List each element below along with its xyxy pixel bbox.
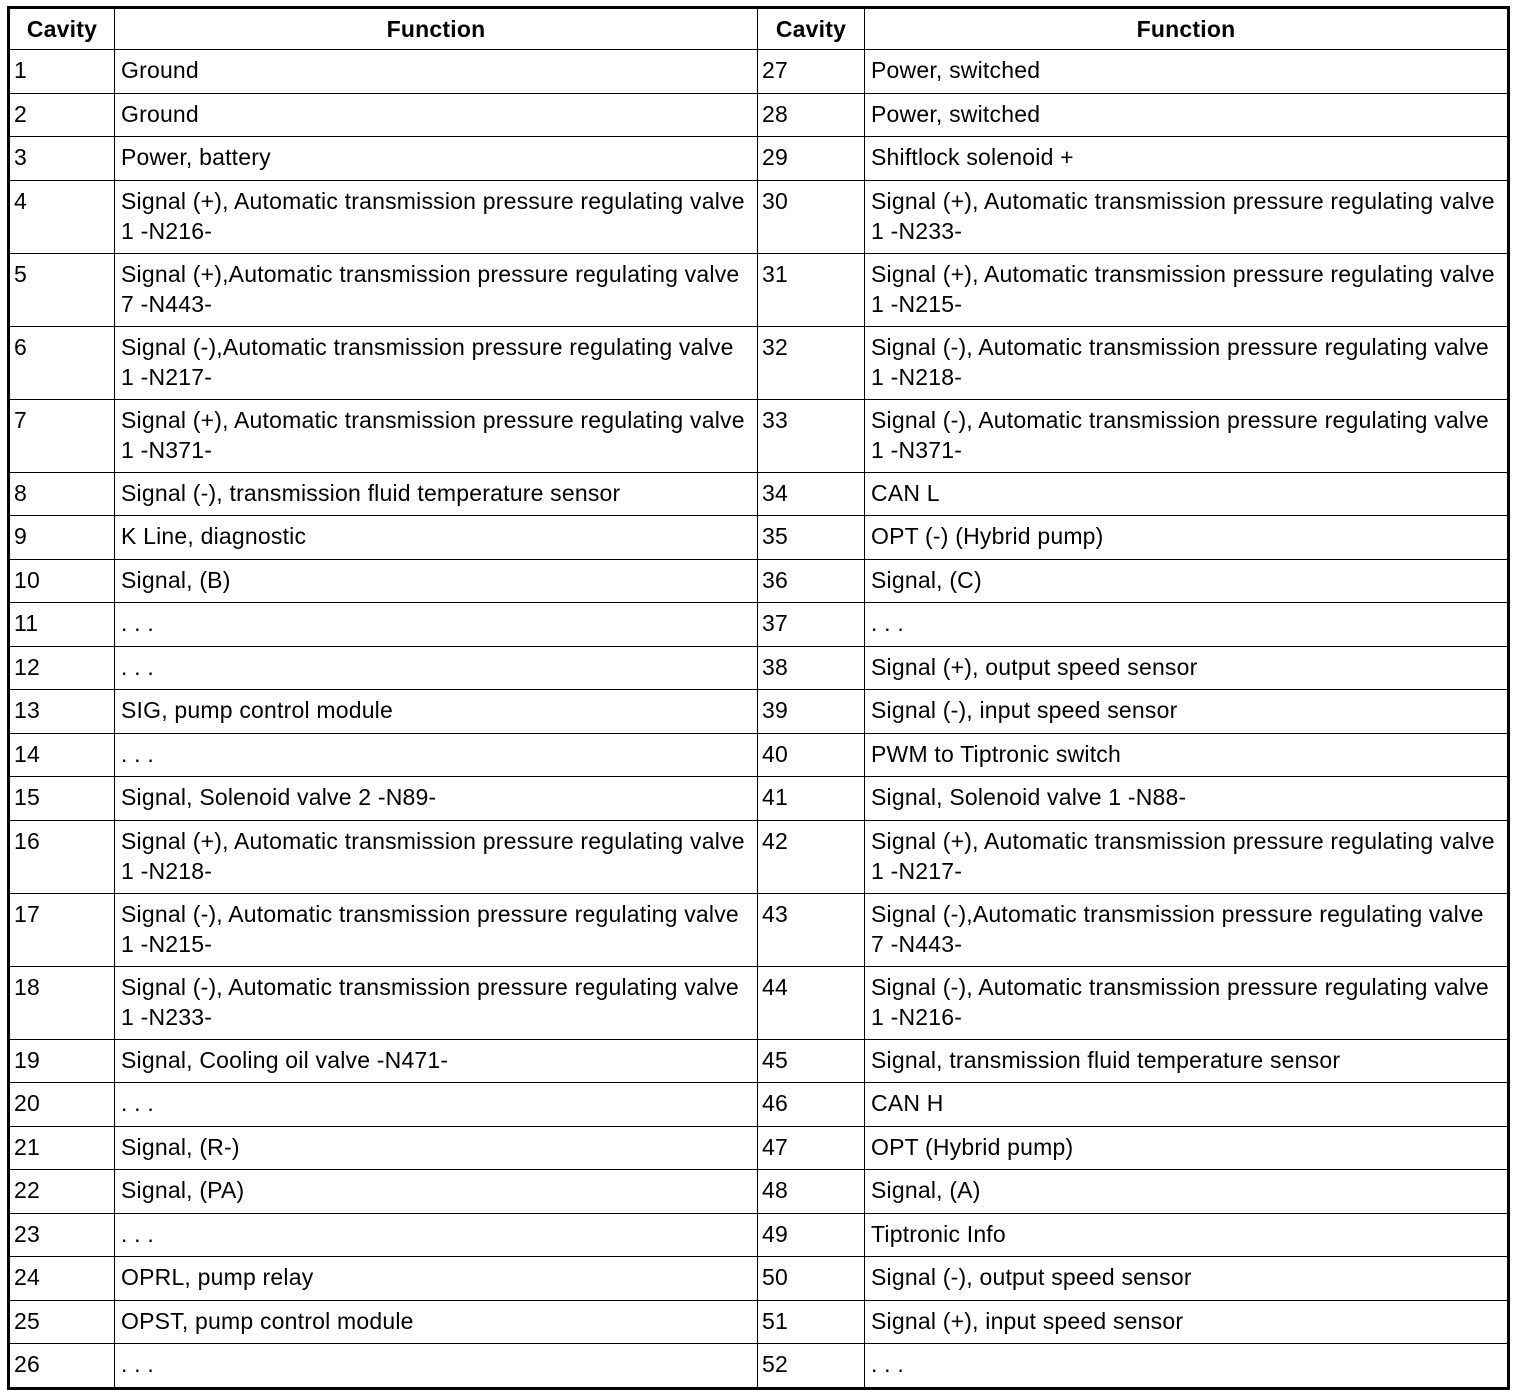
table-body (9, 50, 1509, 1389)
function-cell-left: Ground (115, 50, 758, 94)
cavity-cell-left: 18 (9, 966, 115, 1039)
cavity-cell-right: 44 (758, 966, 865, 1039)
table-row (9, 559, 1509, 603)
function-cell-left: OPRL, pump relay (115, 1257, 758, 1301)
function-cell-left: Power, battery (115, 137, 758, 181)
cavity-cell-left: 23 (9, 1213, 115, 1257)
cavity-cell-right: 52 (758, 1344, 865, 1389)
cavity-cell-left: 5 (9, 253, 115, 326)
cavity-cell-right: 29 (758, 137, 865, 181)
table-row (9, 1083, 1509, 1127)
function-cell-left: Signal, Solenoid valve 2 -N89- (115, 777, 758, 821)
function-cell-left: Signal (-), Automatic transmission pressure regulating valve 1 -N215- (115, 893, 758, 966)
cavity-cell-right: 32 (758, 326, 865, 399)
cavity-cell-right: 48 (758, 1170, 865, 1214)
function-cell-right: Signal (+), output speed sensor (865, 646, 1509, 690)
function-cell-left: SIG, pump control module (115, 690, 758, 734)
table-row (9, 646, 1509, 690)
table-row (9, 516, 1509, 560)
function-cell-right: CAN H (865, 1083, 1509, 1127)
cavity-cell-right: 51 (758, 1300, 865, 1344)
cavity-cell-left: 10 (9, 559, 115, 603)
function-cell-right: PWM to Tiptronic switch (865, 733, 1509, 777)
cavity-cell-right: 38 (758, 646, 865, 690)
function-cell-right: CAN L (865, 472, 1509, 516)
function-cell-left: Signal (-), Automatic transmission pressure regulating valve 1 -N233- (115, 966, 758, 1039)
header-function-left: Function (115, 8, 758, 50)
function-cell-left: . . . (115, 646, 758, 690)
table-header-row (9, 8, 1509, 50)
table-row (9, 1213, 1509, 1257)
cavity-cell-right: 36 (758, 559, 865, 603)
cavity-cell-right: 34 (758, 472, 865, 516)
cavity-cell-left: 21 (9, 1126, 115, 1170)
table-row (9, 50, 1509, 94)
table-row (9, 1300, 1509, 1344)
cavity-cell-left: 25 (9, 1300, 115, 1344)
function-cell-right: Power, switched (865, 50, 1509, 94)
table-row (9, 690, 1509, 734)
header-cavity-left: Cavity (9, 8, 115, 50)
cavity-cell-left: 17 (9, 893, 115, 966)
cavity-cell-left: 24 (9, 1257, 115, 1301)
cavity-cell-right: 33 (758, 399, 865, 472)
cavity-cell-right: 27 (758, 50, 865, 94)
cavity-cell-right: 37 (758, 603, 865, 647)
cavity-cell-left: 20 (9, 1083, 115, 1127)
function-cell-left: K Line, diagnostic (115, 516, 758, 560)
table-row (9, 966, 1509, 1039)
table-row (9, 472, 1509, 516)
function-cell-left: Signal (+), Automatic transmission pressure regulating valve 1 -N216- (115, 180, 758, 253)
cavity-cell-right: 41 (758, 777, 865, 821)
cavity-cell-right: 28 (758, 93, 865, 137)
function-cell-right: Signal, transmission fluid temperature sensor (865, 1039, 1509, 1083)
cavity-cell-left: 16 (9, 820, 115, 893)
cavity-cell-right: 43 (758, 893, 865, 966)
connector-pinout-table (7, 6, 1510, 1390)
cavity-cell-left: 2 (9, 93, 115, 137)
function-cell-left: Signal (+), Automatic transmission pressure regulating valve 1 -N218- (115, 820, 758, 893)
function-cell-right: Signal (+), input speed sensor (865, 1300, 1509, 1344)
function-cell-right: Power, switched (865, 93, 1509, 137)
function-cell-left: Signal (+), Automatic transmission pressure regulating valve 1 -N371- (115, 399, 758, 472)
table-row (9, 820, 1509, 893)
function-cell-left: Signal, (PA) (115, 1170, 758, 1214)
cavity-cell-left: 11 (9, 603, 115, 647)
cavity-cell-right: 46 (758, 1083, 865, 1127)
cavity-cell-left: 6 (9, 326, 115, 399)
table-row (9, 603, 1509, 647)
cavity-cell-left: 4 (9, 180, 115, 253)
cavity-cell-left: 1 (9, 50, 115, 94)
function-cell-right: Signal, Solenoid valve 1 -N88- (865, 777, 1509, 821)
function-cell-left: Signal (-), transmission fluid temperature sensor (115, 472, 758, 516)
table-row (9, 1039, 1509, 1083)
table-row (9, 777, 1509, 821)
cavity-cell-right: 35 (758, 516, 865, 560)
cavity-cell-right: 45 (758, 1039, 865, 1083)
function-cell-right: Signal, (C) (865, 559, 1509, 603)
header-function-right: Function (865, 8, 1509, 50)
function-cell-right: Shiftlock solenoid + (865, 137, 1509, 181)
function-cell-left: Signal (+),Automatic transmission pressure regulating valve 7 -N443- (115, 253, 758, 326)
cavity-cell-right: 47 (758, 1126, 865, 1170)
table-row (9, 253, 1509, 326)
function-cell-left: Ground (115, 93, 758, 137)
cavity-cell-right: 40 (758, 733, 865, 777)
cavity-cell-left: 19 (9, 1039, 115, 1083)
function-cell-left: Signal (-),Automatic transmission pressure regulating valve 1 -N217- (115, 326, 758, 399)
header-cavity-right: Cavity (758, 8, 865, 50)
cavity-cell-right: 30 (758, 180, 865, 253)
table-row (9, 1257, 1509, 1301)
function-cell-left: . . . (115, 1344, 758, 1389)
function-cell-right: Signal (-), Automatic transmission pressure regulating valve 1 -N371- (865, 399, 1509, 472)
cavity-cell-right: 39 (758, 690, 865, 734)
cavity-cell-left: 13 (9, 690, 115, 734)
function-cell-left: . . . (115, 1083, 758, 1127)
function-cell-right: . . . (865, 1344, 1509, 1389)
function-cell-right: Signal (-), Automatic transmission pressure regulating valve 1 -N218- (865, 326, 1509, 399)
function-cell-left: . . . (115, 733, 758, 777)
function-cell-right: Signal (+), Automatic transmission pressure regulating valve 1 -N233- (865, 180, 1509, 253)
function-cell-right: Signal (+), Automatic transmission pressure regulating valve 1 -N217- (865, 820, 1509, 893)
function-cell-right: Signal (+), Automatic transmission pressure regulating valve 1 -N215- (865, 253, 1509, 326)
function-cell-left: . . . (115, 1213, 758, 1257)
function-cell-right: Signal (-), Automatic transmission pressure regulating valve 1 -N216- (865, 966, 1509, 1039)
table-row (9, 93, 1509, 137)
table-row (9, 137, 1509, 181)
table-row (9, 1126, 1509, 1170)
cavity-cell-right: 31 (758, 253, 865, 326)
function-cell-right: OPT (Hybrid pump) (865, 1126, 1509, 1170)
cavity-cell-right: 50 (758, 1257, 865, 1301)
function-cell-right: . . . (865, 603, 1509, 647)
cavity-cell-left: 8 (9, 472, 115, 516)
table-row (9, 180, 1509, 253)
cavity-cell-left: 26 (9, 1344, 115, 1389)
function-cell-left: Signal, (B) (115, 559, 758, 603)
table-row (9, 1170, 1509, 1214)
cavity-cell-left: 14 (9, 733, 115, 777)
cavity-cell-right: 42 (758, 820, 865, 893)
cavity-cell-left: 22 (9, 1170, 115, 1214)
function-cell-right: Signal, (A) (865, 1170, 1509, 1214)
function-cell-left: . . . (115, 603, 758, 647)
cavity-cell-left: 9 (9, 516, 115, 560)
table-row (9, 893, 1509, 966)
function-cell-right: Signal (-), output speed sensor (865, 1257, 1509, 1301)
cavity-cell-left: 12 (9, 646, 115, 690)
function-cell-left: Signal, Cooling oil valve -N471- (115, 1039, 758, 1083)
function-cell-right: Signal (-), input speed sensor (865, 690, 1509, 734)
cavity-cell-left: 15 (9, 777, 115, 821)
function-cell-right: Signal (-),Automatic transmission pressure regulating valve 7 -N443- (865, 893, 1509, 966)
table-row (9, 399, 1509, 472)
function-cell-left: Signal, (R-) (115, 1126, 758, 1170)
function-cell-left: OPST, pump control module (115, 1300, 758, 1344)
function-cell-right: OPT (-) (Hybrid pump) (865, 516, 1509, 560)
cavity-cell-left: 7 (9, 399, 115, 472)
table-row (9, 733, 1509, 777)
function-cell-right: Tiptronic Info (865, 1213, 1509, 1257)
table-row (9, 326, 1509, 399)
cavity-cell-right: 49 (758, 1213, 865, 1257)
cavity-cell-left: 3 (9, 137, 115, 181)
